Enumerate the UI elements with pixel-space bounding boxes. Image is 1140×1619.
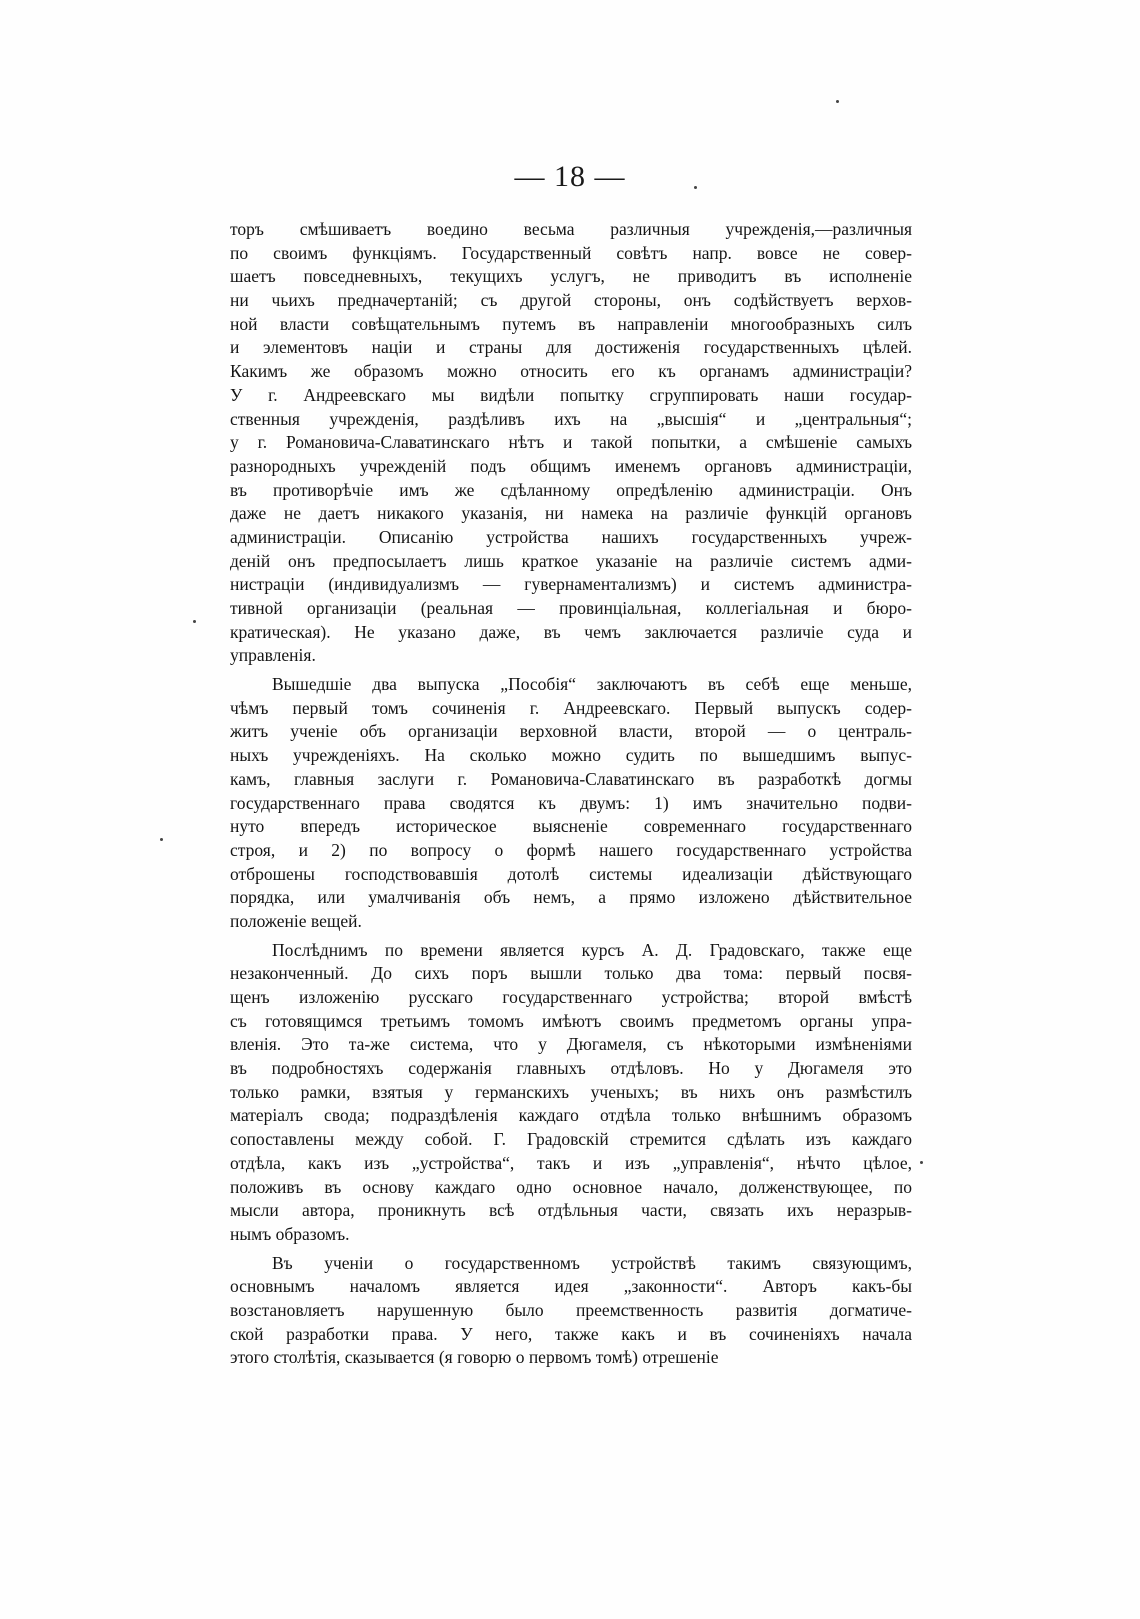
text-line: отброшены господствовавшія дотолѣ системы идеализаціи дѣйствующаго	[230, 863, 912, 884]
paragraph	[230, 673, 912, 934]
text-line: нистраціи (индивидуализмъ — гувернаментализмъ) и системъ администра-	[230, 574, 912, 595]
scan-speck	[160, 838, 163, 841]
text-line: въ противорѣчіе имъ же сдѣланному опредѣленію администраціи. Онъ	[230, 479, 912, 500]
text-line: строя, и 2) по вопросу о формѣ нашего государственнаго устройства	[230, 839, 912, 860]
text-line: Въ ученіи о государственномъ устройствѣ такимъ связующимъ,	[272, 1252, 912, 1273]
text-line: по своимъ функціямъ. Государственный совѣтъ напр. вовсе не совер-	[230, 242, 912, 263]
text-line: житъ ученіе объ организаціи верховной власти, второй — о централь-	[230, 721, 912, 742]
text-line: и элементовъ націи и страны для достиженія государственныхъ цѣлей.	[230, 337, 912, 358]
paragraph	[230, 939, 912, 1247]
text-line: отдѣла, какъ изъ „устройства“, такъ и изъ „управленія“, нѣчто цѣлое,	[230, 1152, 912, 1173]
scan-speck	[694, 186, 697, 189]
text-line: этого столѣтія, сказывается (я говорю о первомъ томѣ) отрешеніе	[230, 1347, 719, 1368]
text-line: сопоставлены между собой. Г. Градовскій стремится сдѣлать изъ каждаго	[230, 1129, 912, 1150]
text-line: разнородныхъ учрежденій подъ общимъ именемъ органовъ администраціи,	[230, 455, 912, 476]
text-line: тивной организаціи (реальная — провинціальная, коллегіальная и бюро-	[230, 598, 912, 618]
text-line: положеніе вещей.	[230, 910, 362, 931]
text-line: нымъ образомъ.	[230, 1223, 350, 1244]
text-line: шаетъ повседневныхъ, текущихъ услугъ, не приводитъ въ исполненіе	[230, 266, 912, 287]
text-line: камъ, главныя заслуги г. Романовича-Славатинскаго въ разработкѣ догмы	[230, 768, 912, 789]
text-line: чѣмъ первый томъ сочиненія г. Андреевскаго. Первый выпускъ содер-	[230, 697, 912, 718]
text-line: Какимъ же образомъ можно относить его къ органамъ администраціи?	[230, 361, 912, 382]
text-line: ной власти совѣщательнымъ путемъ въ направленіи многообразныхъ силъ	[230, 313, 912, 334]
text-line: администраціи. Описанію устройства нашихъ государственныхъ учреж-	[230, 526, 912, 547]
text-line: возстановляетъ нарушенную было преемственность развитія догматиче-	[230, 1299, 912, 1320]
body-text	[230, 218, 912, 1370]
text-line: государственнаго права сводятся къ двумъ: 1) имъ значительно подви-	[230, 792, 912, 813]
paragraph	[230, 218, 912, 668]
text-line: порядка, или умалчиванія объ немъ, а прямо изложено дѣйствительное	[230, 887, 912, 908]
text-line: незаконченный. До сихъ поръ вышли только два тома: первый посвя-	[230, 963, 912, 984]
text-line: только рамки, взятыя у германскихъ ученыхъ; въ нихъ онъ размѣстилъ	[230, 1081, 912, 1102]
text-line: Послѣднимъ по времени является курсъ А. Д. Градовскаго, также еще	[272, 939, 912, 960]
paragraph	[230, 1252, 912, 1370]
text-line: у г. Романовича-Славатинскаго нѣтъ и такой попытки, а смѣшеніе самыхъ	[230, 432, 912, 453]
text-line: У г. Андреевскаго мы видѣли попытку сгруппировать наши государ-	[230, 384, 912, 405]
text-line: деній онъ предпосылаетъ лишь краткое указаніе на различіе системъ адми-	[230, 550, 912, 571]
text-line: ныхъ учрежденіяхъ. На сколько можно судить по вышедшимъ выпус-	[230, 745, 912, 766]
text-line: торъ смѣшиваетъ воедино весьма различныя учрежденія,—различныя	[230, 219, 912, 239]
text-line: въ подробностяхъ содержанія главныхъ отдѣловъ. Но у Дюгамеля это	[230, 1058, 912, 1079]
scan-speck	[193, 620, 196, 623]
text-line: съ готовящимся третьимъ томомъ имѣютъ своимъ предметомъ органы упра-	[230, 1010, 912, 1031]
text-line: кратическая). Не указано даже, въ чемъ заключается различіе суда и	[230, 621, 912, 642]
text-line: нуто впередъ историческое выясненіе современнаго государственнаго	[230, 816, 912, 837]
text-line: мысли автора, проникнуть всѣ отдѣльныя части, связать ихъ неразрыв-	[230, 1200, 912, 1221]
scan-speck	[920, 1161, 923, 1164]
text-line: ской разработки права. У него, также какъ и въ сочиненіяхъ начала	[230, 1323, 912, 1344]
page-number: — 18 —	[514, 160, 626, 193]
text-line: Вышедшіе два выпуска „Пособія“ заключаютъ въ себѣ еще меньше,	[272, 674, 912, 695]
scan-speck	[836, 100, 839, 103]
text-line: управленія.	[230, 645, 316, 666]
text-line: ственныя учрежденія, раздѣливъ ихъ на „высшія“ и „центральныя“;	[230, 408, 912, 429]
text-line: вленія. Это та-же система, что у Дюгамеля, съ нѣкоторыми измѣненіями	[230, 1034, 912, 1055]
text-line: основнымъ началомъ является идея „законности“. Авторъ какъ-бы	[230, 1276, 912, 1297]
text-line: положивъ въ основу каждаго одно основное начало, долженствующее, по	[230, 1176, 912, 1197]
text-line: щенъ изложенію русскаго государственнаго устройства; второй вмѣстѣ	[230, 987, 912, 1007]
text-line: даже не даетъ никакого указанія, ни намека на различіе функцій органовъ	[230, 503, 912, 524]
text-line: матеріалъ свода; подраздѣленія каждаго отдѣла только внѣшнимъ образомъ	[230, 1105, 912, 1126]
text-line: ни чьихъ предначертаній; съ другой стороны, онъ содѣйствуетъ верхов-	[230, 290, 912, 311]
